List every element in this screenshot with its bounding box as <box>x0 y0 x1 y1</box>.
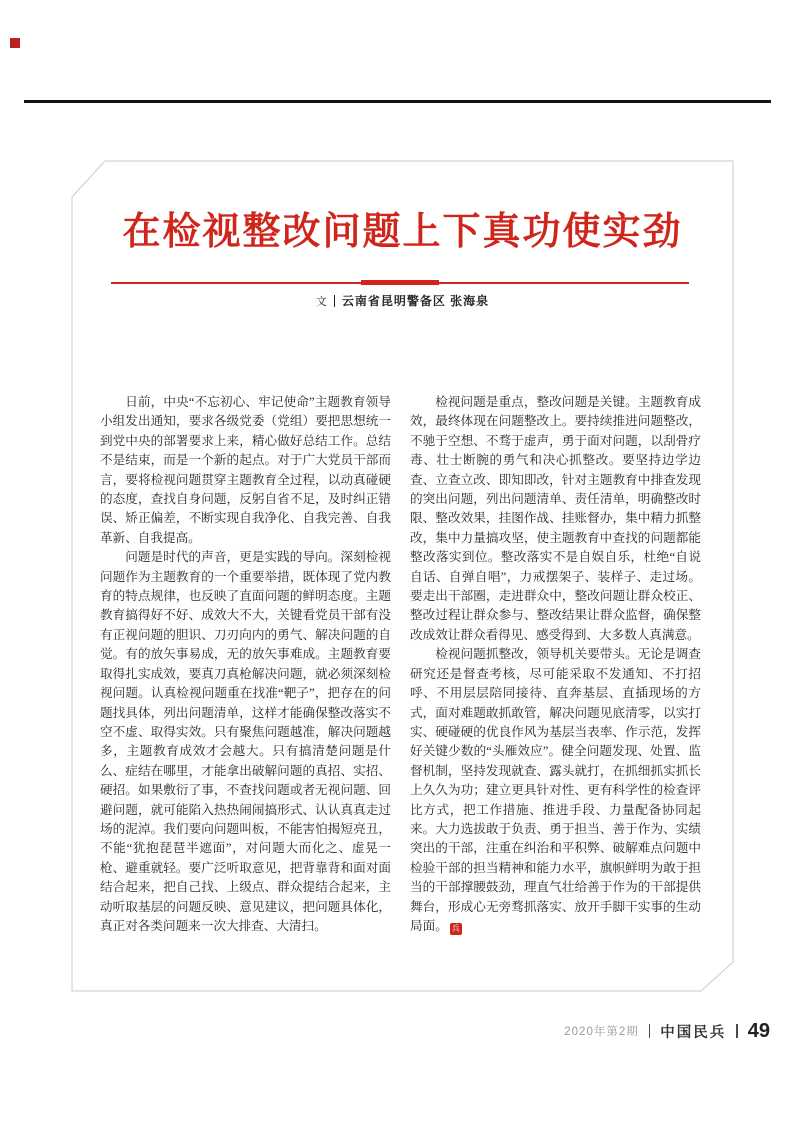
magazine-name: 中国民兵 <box>660 1024 727 1041</box>
title-underline-accent <box>361 280 439 285</box>
title-underline <box>111 282 689 284</box>
left-column <box>100 393 391 936</box>
footer-separator <box>649 1024 651 1038</box>
article-end-mark-icon: 兵 <box>451 923 460 933</box>
right-column <box>410 393 701 936</box>
page-footer <box>564 1018 770 1044</box>
paragraph <box>410 645 701 936</box>
byline-prefix: 文 <box>315 296 327 308</box>
issue-label: 2020年第2期 <box>564 1026 639 1038</box>
page-number: 49 <box>747 1019 770 1042</box>
byline-author: 云南省昆明警备区 张海泉 <box>341 294 490 308</box>
article-title: 在检视整改问题上下真功使实劲 <box>122 211 683 253</box>
paragraph-text: 检视问题抓整改，领导机关要带头。无论是调查研究还是督查考核，尽可能采取不发通知、不打招呼、不用层层陪同接待、直奔基层、直插现场的方式，面对难题敢抓敢管，解决问题见底清零，以实打实、硬碰硬的优良作风为基层当表率、作示范，发挥好关键少数的“头雁效应”。健全问题发现、处置、监督机制，坚持发现就查、露头就打，在抓细抓实抓长上久久为功；建立更具针对性、更有科学性的检查评比方式，把工作措施、推进手段、力量配备协同起来。大力选拔敢于负责、勇于担当、善于作为、实绩突出的干部，注重在纠治和平积弊、破解难点问题中检验干部的担当精神和能力水平，旗帜鲜明为敢于担当的干部撑腰鼓劲，理直气壮给善于作为的干部提供舞台，形成心无旁骛抓落实、放开手脚干实事的生动局面。 <box>410 647 701 933</box>
byline-separator <box>334 295 335 307</box>
paragraph: 检视问题是重点，整改问题是关键。主题教育成效，最终体现在问题整改上。要持续推进问题整改，不驰于空想、不骛于虚声，勇于面对问题，以刮骨疗毒、壮士断腕的勇气和决心抓整改。要坚持边学边查、立查立改、即知即改，针对主题教育中排查发现的突出问题，列出问题清单、责任清单，明确整改时限、整改效果，挂图作战、挂账督办，集中精力抓整改，集中力量搞攻坚，使主题教育中查找的问题都能整改落实到位。整改落实不是自娱自乐，杜绝“自说自话、自弹自唱”，力戒摆架子、装样子、走过场。要走出干部圈，走进群众中，整改问题让群众校正、整改过程让群众参与、整改结果让群众监督，确保整改成效让群众看得见、感受得到、大多数人真满意。 <box>410 395 701 642</box>
paragraph: 问题是时代的声音，更是实践的导向。深刻检视问题作为主题教育的一个重要举措，既体现了党内教育的特点规律，也反映了直面问题的鲜明态度。主题教育搞得好不好、成效大不大，关键看党员干部有没有正视问题的胆识、刀刃向内的勇气、解决问题的自觉。有的放矢事易成，无的放矢事难成。主题教育要取得扎实成效，要真刀真枪解决问题，就必须深刻检视问题。认真检视问题重在找准“靶子”，把存在的问题找具体，列出问题清单，这样才能确保整改落实不空不虚、取得实效。只有聚焦问题越准，解决问题越多，主题教育成效才会越大。只有搞清楚问题是什么、症结在哪里，才能拿出破解问题的真招、实招、硬招。如果敷衍了事，不查找问题或者无视问题、回避问题，就可能陷入热热闹闹搞形式、认认真真走过场的泥淖。我们要向问题叫板，不能害怕揭短亮丑，不能“犹抱琵琶半遮面”，对问题大而化之、虚晃一枪、避重就轻。要广泛听取意见，把背靠背和面对面结合起来，把自己找、上级点、群众提结合起来，主动听取基层的问题反映、意见建议，把问题具体化，真正对各类问题来一次大排查、大清扫。 <box>100 550 391 933</box>
paragraph: 日前，中央“不忘初心、牢记使命”主题教育领导小组发出通知，要求各级党委（党组）要把思想统一到党中央的部署要求上来，精心做好总结工作。总结不是结束，而是一个新的起点。对于广大党员干部而言，要将检视问题贯穿主题教育全过程，以动真碰硬的态度，查找自身问题，反躬自省不足，及时纠正错误、矫正偏差，不断实现自我净化、自我完善、自我革新、自我提高。 <box>100 395 391 545</box>
byline <box>72 293 733 310</box>
footer-separator <box>736 1024 738 1038</box>
